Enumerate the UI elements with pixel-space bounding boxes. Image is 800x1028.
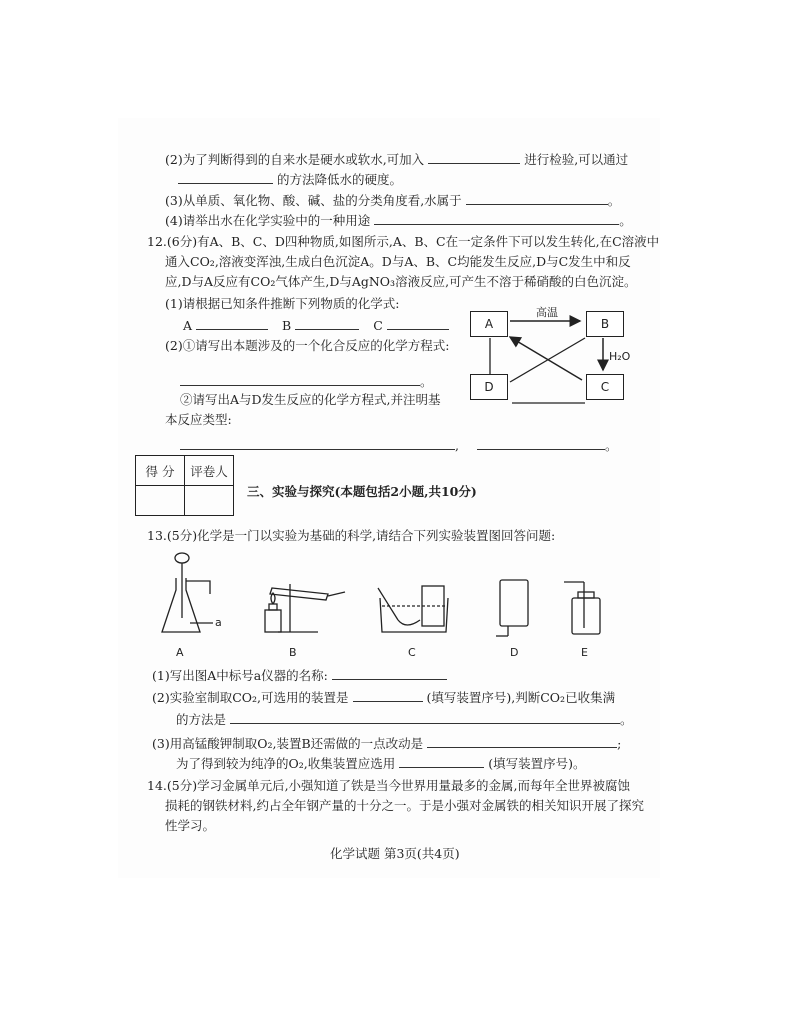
apparatus-c <box>378 586 448 632</box>
q11-line3-text: (3)从单质、氧化物、酸、碱、盐的分类角度看,水属于 <box>165 193 462 208</box>
section-3-title: 三、实验与探究(本题包括2小题,共10分) <box>247 484 477 499</box>
score-table <box>135 455 234 516</box>
q13-line1: 13.(5分)化学是一门以实验为基础的科学,请结合下列实验装置图回答问题: <box>147 528 556 543</box>
q12-label-a: A <box>183 318 193 333</box>
q11-line2c <box>178 172 402 187</box>
period: 。 <box>607 193 621 208</box>
apparatus-label-c: C <box>408 646 416 659</box>
q11-line2-text-c: 的方法降低水的硬度。 <box>277 172 403 187</box>
q12-blank-reaction-type[interactable] <box>477 438 605 450</box>
q12-blank-equation1[interactable] <box>180 374 420 386</box>
comma: , <box>455 438 459 453</box>
q13-sub1-text: (1)写出图A中标号a仪器的名称: <box>152 668 328 683</box>
q13-sub3-text-c: 为了得到较为纯净的O₂,收集装置应选用 <box>176 756 396 771</box>
q12-line5: (2)①请写出本题涉及的一个化合反应的化学方程式: <box>165 338 450 353</box>
q12-blank-a[interactable] <box>196 318 268 330</box>
q11-line2-text-b: 进行检验,可以通过 <box>524 152 629 167</box>
q13-sub3-text-a: (3)用高锰酸钾制取O₂,装置B还需做的一点改动是 <box>152 736 424 751</box>
q12-blank-c[interactable] <box>387 318 449 330</box>
label-high-temp: 高温 <box>536 306 558 319</box>
page-footer: 化学试题 第3页(共4页) <box>330 846 460 861</box>
arrow-c-to-a <box>510 337 582 380</box>
label-a-instrument: a <box>215 616 222 629</box>
box-b: B <box>586 311 624 337</box>
score-header: 得 分 <box>136 456 185 486</box>
apparatus-label-e: E <box>581 646 588 659</box>
q12-line6a: ②请写出A与D发生反应的化学方程式,并注明基 <box>180 392 441 407</box>
apparatus-d <box>496 580 528 636</box>
apparatus-label-d: D <box>510 646 519 659</box>
q11-blank-method[interactable] <box>178 172 273 184</box>
apparatus-a <box>162 553 213 632</box>
q13-sub2-text-b: (填写装置序号),判断CO₂已收集满 <box>426 690 616 705</box>
q12-equation2-line <box>180 438 618 453</box>
q12-line2: 通入CO₂,溶液变浑浊,生成白色沉淀A。D与A、B、C均能发生反应,D与C发生中和反 <box>165 254 631 269</box>
apparatus-e <box>564 582 600 634</box>
q11-line4 <box>165 213 632 228</box>
grader-cell[interactable] <box>185 486 234 516</box>
q12-label-c: C <box>373 318 383 333</box>
box-c: C <box>586 374 624 400</box>
q12-answers <box>183 318 449 333</box>
q13-blank-collect[interactable] <box>399 756 484 768</box>
q11-blank-use[interactable] <box>374 213 619 225</box>
q11-line2-text-a: (2)为了判断得到的自来水是硬水或软水,可加入 <box>165 152 425 167</box>
q12-line6b: 本反应类型: <box>165 412 232 427</box>
q14-line2: 损耗的钢铁材料,约占全年钢产量的十分之一。于是小强对金属铁的相关知识开展了探究 <box>165 798 644 813</box>
q12-blank-equation2[interactable] <box>180 438 455 450</box>
apparatus-label-b: B <box>289 646 297 659</box>
score-cell[interactable] <box>136 486 185 516</box>
apparatus-label-a: A <box>176 646 184 659</box>
q13-sub3 <box>152 736 621 751</box>
q12-line3: 应,D与A反应有CO₂气体产生,D与AgNO₃溶液反应,可产生不溶于稀硝酸的白色沉淀。 <box>165 274 637 289</box>
q13-sub3-text-b: ; <box>617 736 622 751</box>
q13-sub2-text-c: 的方法是 <box>176 712 227 727</box>
q11-line3 <box>165 193 620 208</box>
q12-equation1-line <box>180 374 433 389</box>
q12-line1: 12.(6分)有A、B、C、D四种物质,如图所示,A、B、C在一定条件下可以发生转化,在C溶液中 <box>147 234 660 249</box>
q13-blank-device[interactable] <box>353 690 423 702</box>
box-a: A <box>470 311 508 337</box>
period: 。 <box>620 712 633 727</box>
q11-line4-text: (4)请举出水在化学实验中的一种用途 <box>165 213 371 228</box>
q13-blank-method[interactable] <box>230 712 620 724</box>
q13-blank-instrument[interactable] <box>332 668 447 680</box>
q13-sub2c <box>176 712 633 727</box>
q11-blank-reagent[interactable] <box>428 152 520 164</box>
q12-line4: (1)请根据已知条件推断下列物质的化学式: <box>165 296 400 311</box>
apparatus-b <box>265 584 345 632</box>
period: 。 <box>619 213 632 228</box>
q14-line3: 性学习。 <box>165 818 216 833</box>
q11-blank-class[interactable] <box>466 193 608 205</box>
q12-label-b: B <box>282 318 292 333</box>
q12-blank-b[interactable] <box>295 318 359 330</box>
q13-sub2 <box>152 690 615 705</box>
q13-sub3c <box>176 756 586 771</box>
period: 。 <box>604 438 618 453</box>
q14-line1: 14.(5分)学习金属单元后,小强知道了铁是当今世界用量最多的金属,而每年全世界被腐蚀 <box>147 778 631 793</box>
q13-sub1 <box>152 668 447 683</box>
q13-sub2-text-a: (2)实验室制取CO₂,可选用的装置是 <box>152 690 349 705</box>
period: 。 <box>420 374 433 389</box>
label-h2o: H₂O <box>609 350 631 363</box>
q13-sub3-text-d: (填写装置序号)。 <box>488 756 586 771</box>
grader-header: 评卷人 <box>185 456 234 486</box>
q11-line2 <box>165 152 628 167</box>
box-d: D <box>470 374 508 400</box>
apparatus-figure <box>150 548 620 648</box>
q13-blank-change[interactable] <box>427 736 617 748</box>
